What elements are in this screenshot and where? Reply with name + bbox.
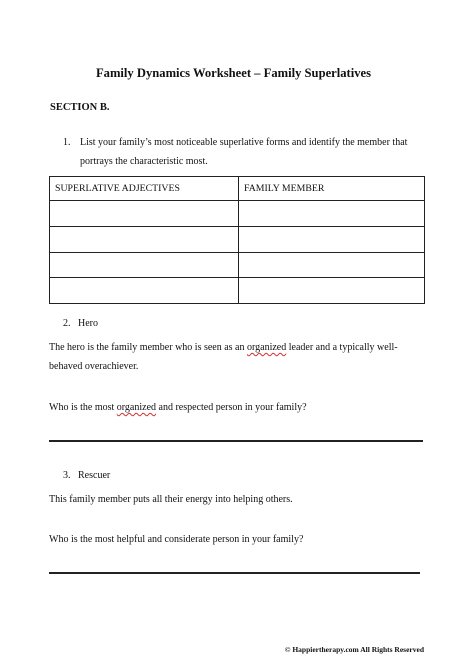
hero-heading xyxy=(63,318,98,329)
rescuer-label: Rescuer xyxy=(78,470,111,481)
section-heading: SECTION B. xyxy=(50,102,110,113)
table-cell[interactable] xyxy=(239,278,425,304)
hero-label: Hero xyxy=(78,318,98,329)
hero-q-text-end: and respected person in your family? xyxy=(156,402,307,413)
table-cell[interactable] xyxy=(239,201,425,227)
hero-q-text: Who is the most xyxy=(49,402,117,413)
hero-desc-highlight: organized xyxy=(247,342,287,353)
question-text: List your family’s most noticeable superlative forms and identify the member that portrays the characteristic most. xyxy=(80,137,408,167)
question-number: 1. xyxy=(63,137,71,148)
table-cell[interactable] xyxy=(239,226,425,252)
hero-desc-text: The hero is the family member who is seen as an xyxy=(49,342,247,353)
hero-description xyxy=(49,338,424,376)
rescuer-answer-line[interactable] xyxy=(49,572,420,574)
table-row xyxy=(50,201,425,227)
table-cell[interactable] xyxy=(50,278,239,304)
rescuer-heading xyxy=(63,470,110,481)
table-cell[interactable] xyxy=(50,201,239,227)
rescuer-number: 3. xyxy=(63,470,71,481)
column-header-superlatives: SUPERLATIVE ADJECTIVES xyxy=(50,177,239,201)
rescuer-question: Who is the most helpful and considerate person in your family? xyxy=(49,534,304,545)
footer-copyright: © Happiertherapy.com All Rights Reserved xyxy=(284,645,424,654)
superlatives-table xyxy=(49,176,425,304)
question-1 xyxy=(63,133,423,171)
column-header-family-member: FAMILY MEMBER xyxy=(239,177,425,201)
rescuer-description: This family member puts all their energy into helping others. xyxy=(49,494,293,505)
table-row xyxy=(50,226,425,252)
hero-answer-line[interactable] xyxy=(49,440,423,442)
table-cell[interactable] xyxy=(239,252,425,278)
table-header-row xyxy=(50,177,425,201)
page-title: Family Dynamics Worksheet – Family Superlatives xyxy=(95,66,372,80)
table-cell[interactable] xyxy=(50,252,239,278)
hero-question xyxy=(49,398,424,417)
hero-desc-text-end: leader and a typically well-behaved overachiever. xyxy=(49,342,398,372)
table-cell[interactable] xyxy=(50,226,239,252)
hero-number: 2. xyxy=(63,318,71,329)
hero-q-highlight: organized xyxy=(116,402,157,413)
table-row xyxy=(50,252,425,278)
table-row xyxy=(50,278,425,304)
